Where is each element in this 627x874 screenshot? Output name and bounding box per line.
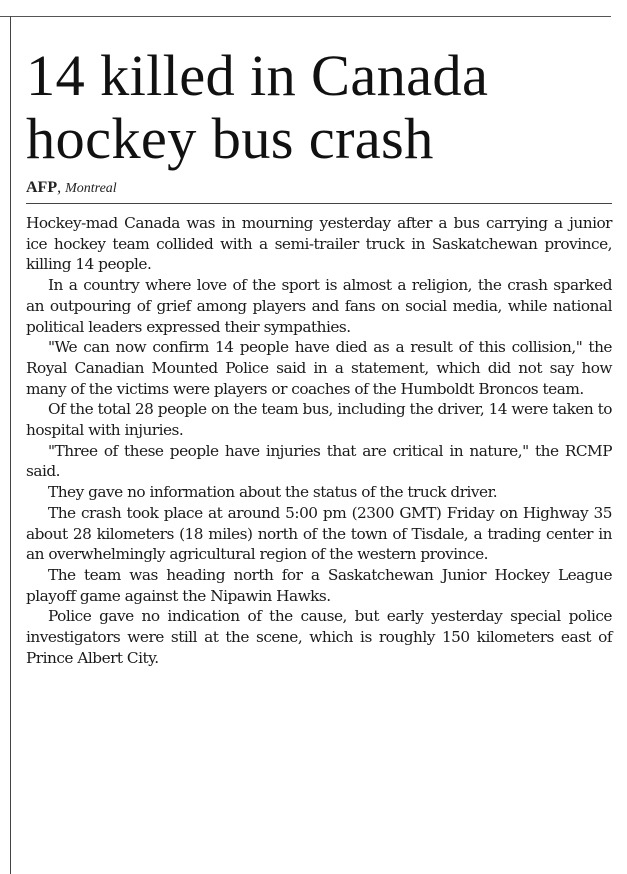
article-column	[26, 44, 612, 668]
body-paragraph: "We can now confirm 14 people have died as a result of this collision," the Royal Canadian Mounted Police said in a statement, which did not say how many of the victims were players or coaches of the Humboldt Broncos team.	[26, 338, 612, 398]
article-body	[26, 213, 612, 668]
top-border-rule	[0, 16, 611, 17]
byline-comma: ,	[57, 179, 66, 196]
body-paragraph: Police gave no indication of the cause, but early yesterday special police investigators were still at the scene, which is roughly 150 kilometers east of Prince Albert City.	[26, 607, 612, 667]
article-headline: 14 killed in Canada hockey bus crash	[26, 43, 489, 171]
byline-agency: AFP	[26, 179, 58, 196]
body-paragraph: In a country where love of the sport is almost a religion, the crash sparked an outpouring of grief among players and fans on social media, while national political leaders expressed their sympathies.	[26, 276, 612, 336]
byline	[26, 179, 612, 197]
body-paragraph: The team was heading north for a Saskatchewan Junior Hockey League playoff game against the Nipawin Hawks.	[26, 565, 612, 605]
body-paragraph: The crash took place at around 5:00 pm (2300 GMT) Friday on Highway 35 about 28 kilometers (18 miles) north of the town of Tisdale, a trading center in an overwhelmingly agricultural region of the western province.	[26, 503, 612, 564]
body-paragraph: Hockey-mad Canada was in mourning yesterday after a bus carrying a junior ice hockey team collided with a semi-trailer truck in Saskatchewan province, killing 14 people.	[26, 214, 612, 274]
body-paragraph: Of the total 28 people on the team bus, including the driver, 14 were taken to hospital with injuries.	[26, 400, 612, 440]
body-paragraph: They gave no information about the status of the truck driver.	[48, 483, 498, 502]
byline-dateline: Montreal	[65, 181, 117, 196]
body-paragraph: "Three of these people have injuries that are critical in nature," the RCMP said.	[26, 441, 612, 481]
byline-separator	[26, 203, 612, 204]
left-column-rule	[10, 16, 11, 874]
